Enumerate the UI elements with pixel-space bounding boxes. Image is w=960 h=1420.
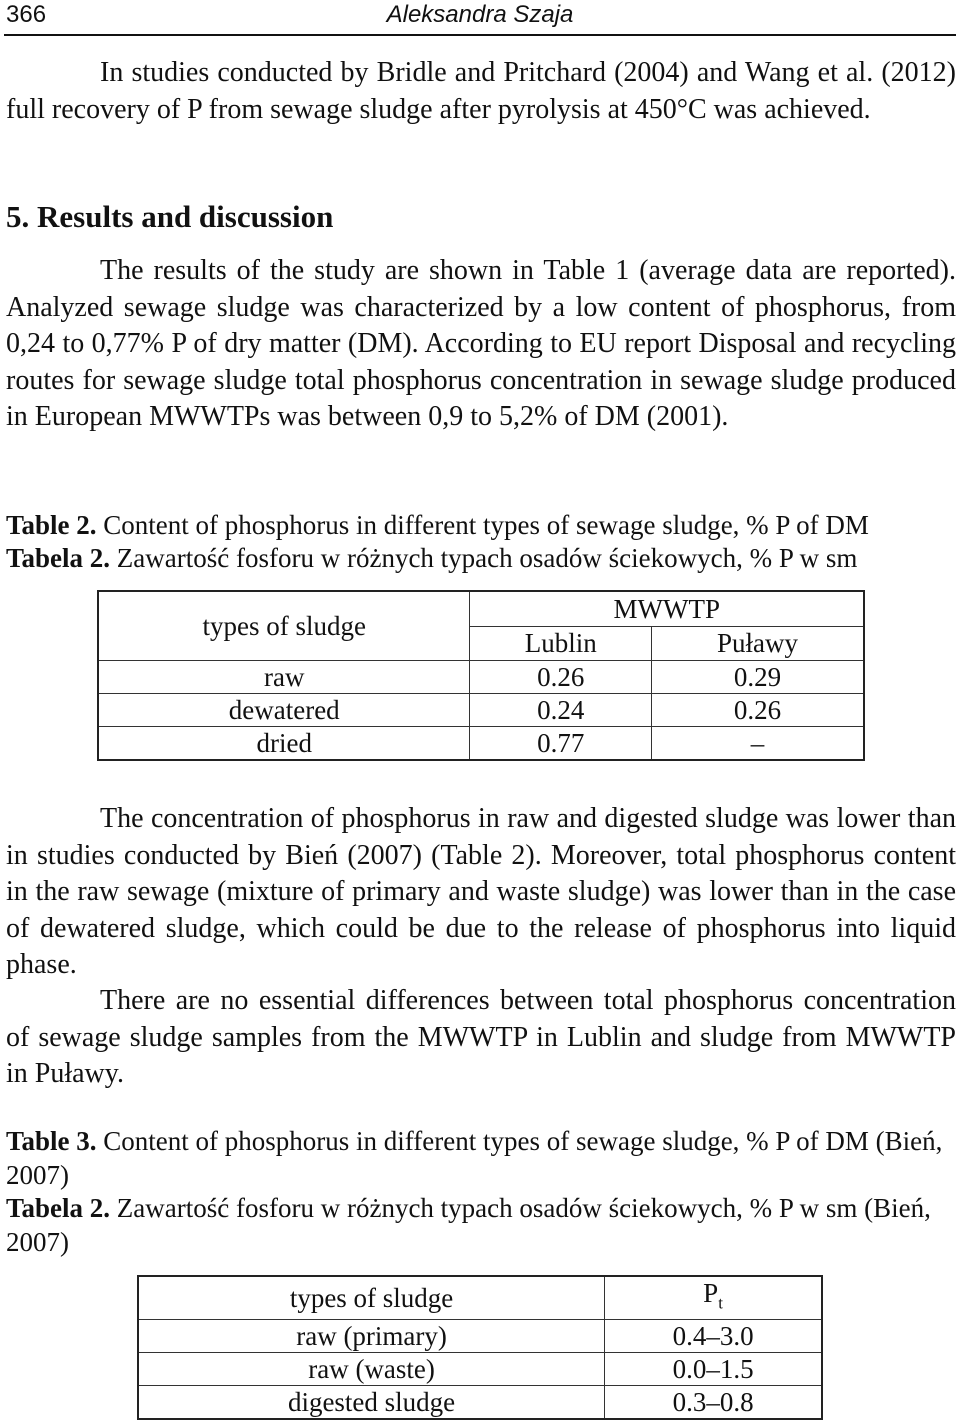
table3-caption-en-label: Table 3. [6, 1126, 97, 1156]
table3-header-value-main: P [703, 1278, 719, 1308]
section-heading: 5. Results and discussion [6, 199, 334, 234]
table2-header-group: MWWTP [470, 591, 864, 626]
table3-cell-value: 0.3–0.8 [605, 1386, 822, 1420]
discussion-paragraph-2: There are no essential differences between total phosphorus concentration of sewage sludge samples from the MWWTP in Lublin and sludge from MWWTP in Puławy. [6, 985, 956, 1089]
table2-caption-en-text: Content of phosphorus in different types of sewage sludge, % P of DM [96, 510, 869, 540]
table2-caption-pl-text: Zawartość fosforu w różnych typach osadów ściekowych, % P w sm [110, 543, 858, 573]
table2-caption-en [6, 508, 956, 542]
table3 [137, 1275, 823, 1420]
table3-header-value [605, 1276, 822, 1320]
table3-cell-value: 0.4–3.0 [605, 1320, 822, 1353]
table3-caption-en-text: Content of phosphorus in different types of sewage sludge, % P of DM (Bień, 2007) [6, 1126, 943, 1190]
table-row [138, 1353, 822, 1386]
table-row [98, 661, 864, 694]
table2-caption-en-label: Table 2. [6, 510, 97, 540]
table2-caption-pl-label: Tabela 2. [6, 543, 111, 573]
table3-cell-type: raw (waste) [138, 1353, 605, 1386]
table3-caption-en [6, 1124, 956, 1192]
table2-cell-pulawy: 0.29 [652, 661, 864, 694]
table2-cell-lublin: 0.77 [470, 727, 652, 761]
table3-cell-value: 0.0–1.5 [605, 1353, 822, 1386]
table-row [138, 1386, 822, 1420]
running-author: Aleksandra Szaja [386, 1, 574, 28]
page-number: 366 [6, 1, 47, 28]
table2-header-lublin: Lublin [470, 626, 652, 661]
table3-cell-type: digested sludge [138, 1386, 605, 1420]
table3-cell-type: raw (primary) [138, 1320, 605, 1353]
table3-caption-pl-label: Tabela 2. [6, 1193, 111, 1223]
table2 [97, 590, 865, 761]
discussion-paragraph-1: The concentration of phosphorus in raw and digested sludge was lower than in studies conducted by Bień (2007) (Table 2). Moreover, total phosphorus content in the raw sewage (mixture of primary and waste sludge) was lower than in the case of dewatered sludge, which could be due to the release of phosphorus into liquid phase. [6, 803, 956, 980]
intro-paragraph: In studies conducted by Bridle and Pritchard (2004) and Wang et al. (2012) full recovery of P from sewage sludge after pyrolysis at 450°C was achieved. [6, 57, 956, 125]
table2-cell-lublin: 0.24 [470, 694, 652, 727]
table2-cell-type: dewatered [98, 694, 470, 727]
table3-caption-pl [6, 1191, 956, 1259]
table2-header-pulawy: Puławy [652, 626, 864, 661]
table-row [138, 1320, 822, 1353]
table2-cell-pulawy: – [652, 727, 864, 761]
table3-header-types: types of sludge [138, 1276, 605, 1320]
table2-cell-pulawy: 0.26 [652, 694, 864, 727]
table2-cell-type: raw [98, 661, 470, 694]
table2-cell-lublin: 0.26 [470, 661, 652, 694]
results-paragraph: The results of the study are shown in Table 1 (average data are reported). Analyzed sewage sludge was characterized by a low content of phosphorus, from 0,24 to 0,77% P of dry matter (DM). According to EU report Disposal and recycling routes for sewage sludge total phosphorus concentration in sewage sludge produced in European MWWTPs was between 0,9 to 5,2% of DM (2001). [6, 255, 956, 432]
table-row [98, 694, 864, 727]
table2-header-types: types of sludge [98, 591, 470, 661]
page-header [4, 0, 956, 36]
table2-cell-type: dried [98, 727, 470, 761]
table2-caption-pl [6, 541, 956, 575]
table-row [98, 727, 864, 761]
table3-header-value-sub: t [718, 1293, 723, 1313]
table3-caption-pl-text: Zawartość fosforu w różnych typach osadów ściekowych, % P w sm (Bień, 2007) [6, 1193, 931, 1257]
